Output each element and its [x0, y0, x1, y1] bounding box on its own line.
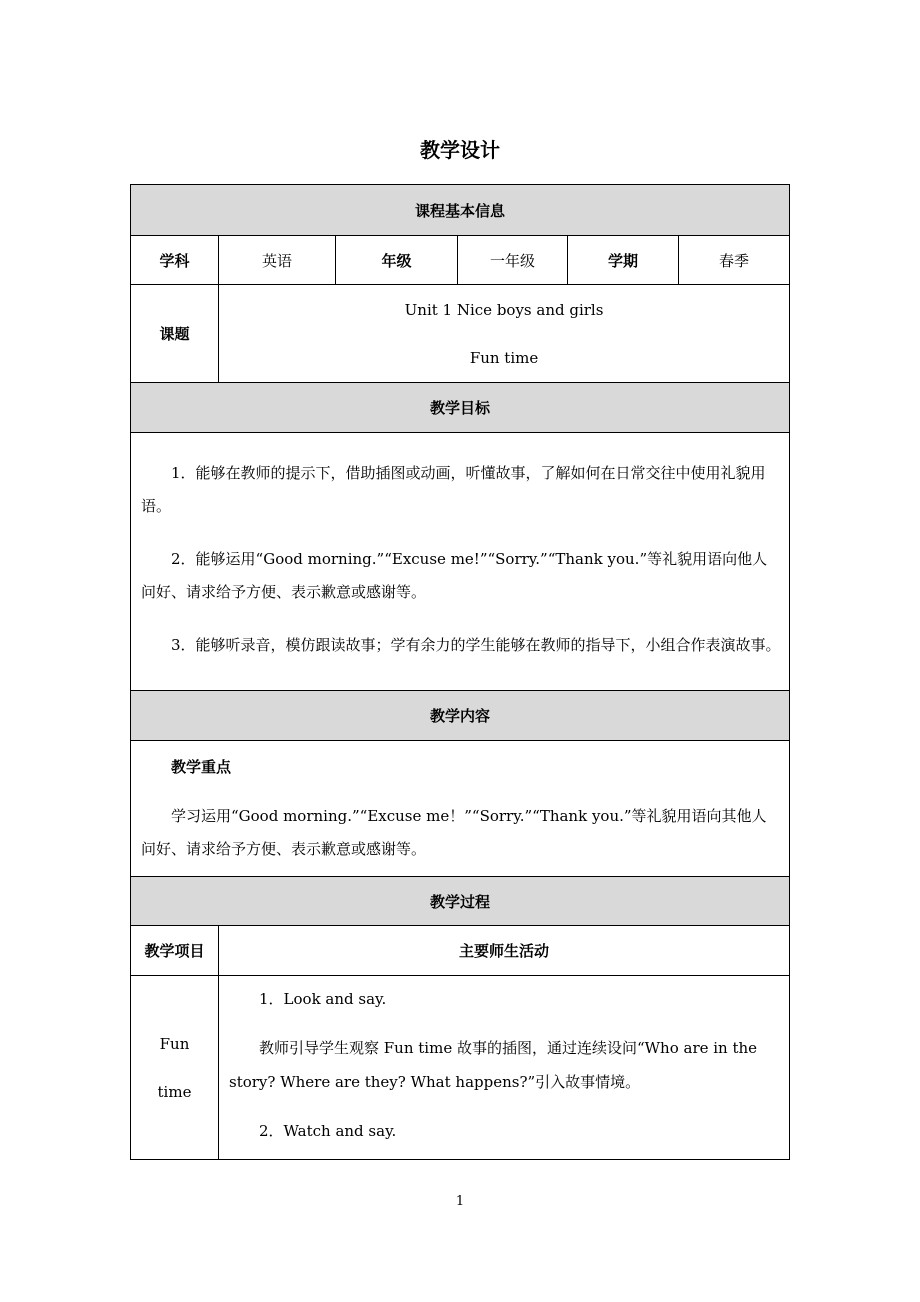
col-teaching-item: 教学项目: [131, 926, 219, 976]
objectives-row: [131, 433, 790, 691]
content-header-row: [131, 691, 790, 741]
process-step: 2．Watch and say.: [259, 1122, 397, 1140]
content-header: 教学内容: [131, 691, 790, 741]
page-number: 1: [455, 1194, 465, 1209]
process-item-line-2: time: [157, 1082, 192, 1101]
document-title: 教学设计: [420, 138, 500, 162]
subject-label: 学科: [131, 236, 219, 285]
process-step: 1．Look and say.: [259, 990, 387, 1008]
topic-line-2: Fun time: [469, 348, 539, 367]
key-point-text: 学习运用“Good morning.”“Excuse me！”“Sorry.”“Thank you.”等礼貌用语向其他人问好、请求给予方便、表示歉意或感谢等。: [141, 807, 767, 858]
objective-item: 2．能够运用“Good morning.”“Excuse me!”“Sorry.”“Thank you.”等礼貌用语向他人问好、请求给予方便、表示歉意或感谢等。: [141, 550, 768, 601]
objectives-cell: [131, 433, 790, 691]
topic-label: 课题: [131, 285, 219, 383]
objective-item: 3．能够听录音，模仿跟读故事；学有余力的学生能够在教师的指导下，小组合作表演故事。: [171, 636, 781, 654]
grade-label: 年级: [336, 236, 458, 285]
lesson-plan-table: [130, 184, 790, 1160]
basic-info-header: 课程基本信息: [131, 185, 790, 236]
grade-value: 一年级: [458, 236, 568, 285]
content-cell: [131, 741, 790, 877]
col-main-activity: 主要师生活动: [219, 926, 790, 976]
process-step: 教师引导学生观察 Fun time 故事的插图，通过连续设问“Who are in the story? Where are they? What happens?”引入故事情境。: [229, 1039, 758, 1091]
objective-item: 1．能够在教师的提示下，借助插图或动画，听懂故事，了解如何在日常交往中使用礼貌用语。: [141, 464, 766, 515]
content-row: [131, 741, 790, 877]
process-columns-row: [131, 926, 790, 976]
process-row: [131, 976, 790, 1160]
key-point-label: 教学重点: [171, 758, 232, 776]
topic-line-1: Unit 1 Nice boys and girls: [404, 300, 604, 319]
topic-row: [131, 285, 790, 383]
term-value: 春季: [679, 236, 790, 285]
objectives-header-row: [131, 383, 790, 433]
subject-value: 英语: [219, 236, 336, 285]
process-activity-cell: [219, 976, 790, 1160]
topic-value: [219, 285, 790, 383]
process-item-cell: [131, 976, 219, 1160]
process-header-row: [131, 877, 790, 926]
objectives-header: 教学目标: [131, 383, 790, 433]
process-header: 教学过程: [131, 877, 790, 926]
basic-info-header-row: [131, 185, 790, 236]
process-item-line-1: Fun: [159, 1034, 190, 1053]
basic-info-row: [131, 236, 790, 285]
term-label: 学期: [568, 236, 679, 285]
